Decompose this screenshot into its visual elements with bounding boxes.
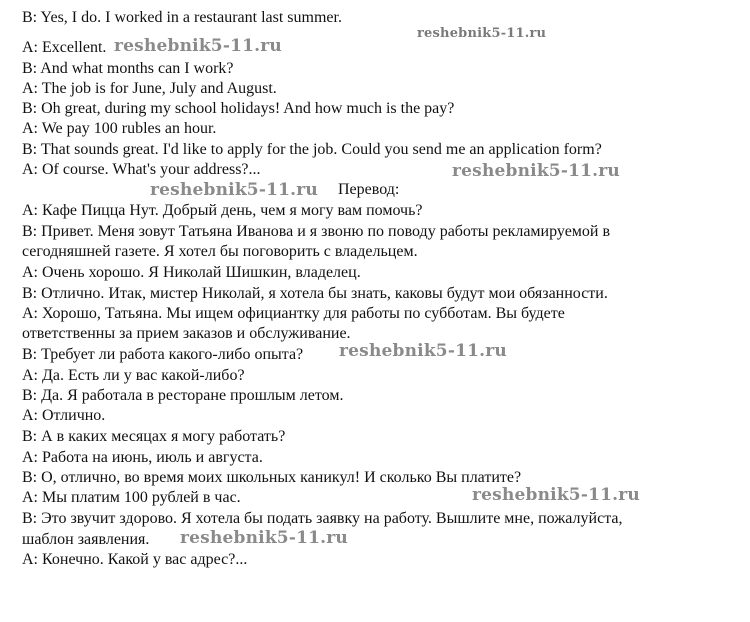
watermark: reshebnik5-11.ru xyxy=(472,485,640,505)
dialogue-line: B: Yes, I do. I worked in a restaurant last summer. xyxy=(22,9,342,26)
watermark: reshebnik5-11.ru xyxy=(339,341,507,361)
dialogue-line: A: Хорошо, Татьяна. Мы ищем официантку для работы по субботам. Вы будете xyxy=(22,305,565,322)
dialogue-line: B: That sounds great. I'd like to apply for the job. Could you send me an application form? xyxy=(22,141,602,158)
dialogue-line: B: Это звучит здорово. Я хотела бы подать заявку на работу. Вышлите мне, пожалуйста, xyxy=(22,510,623,527)
dialogue-line: A: Отлично. xyxy=(22,407,106,424)
dialogue-line: A: Конечно. Какой у вас адрес?... xyxy=(22,551,248,568)
watermark: reshebnik5-11.ru xyxy=(150,180,318,200)
dialogue-line: B: О, отлично, во время моих школьных каникул! И сколько Вы платите? xyxy=(22,469,522,486)
dialogue-line: A: Of course. What's your address?... xyxy=(22,161,261,178)
dialogue-line: A: Мы платим 100 рублей в час. xyxy=(22,489,241,506)
dialogue-line: A: We pay 100 rubles an hour. xyxy=(22,120,217,137)
dialogue-line: A: Да. Есть ли у вас какой-либо? xyxy=(22,367,245,384)
watermark: reshebnik5-11.ru xyxy=(180,528,348,548)
dialogue-line: B: And what months can I work? xyxy=(22,60,234,77)
watermark: reshebnik5-11.ru xyxy=(114,36,282,56)
watermark: reshebnik5-11.ru xyxy=(452,161,620,181)
dialogue-line: B: А в каких месяцах я могу работать? xyxy=(22,428,286,445)
dialogue-line: A: The job is for June, July and August. xyxy=(22,80,277,97)
dialogue-line: A: Excellent. xyxy=(22,39,107,56)
dialogue-line: ответственны за прием заказов и обслуживание. xyxy=(22,325,351,342)
dialogue-line: B: Oh great, during my school holidays! And how much is the pay? xyxy=(22,100,455,117)
dialogue-line: B: Привет. Меня зовут Татьяна Иванова и я звоню по поводу работы рекламируемой в xyxy=(22,223,611,240)
dialogue-line: A: Кафе Пицца Нут. Добрый день, чем я могу вам помочь? xyxy=(22,202,423,219)
dialogue-line: A: Работа на июнь, июль и августа. xyxy=(22,449,263,466)
dialogue-line: шаблон заявления. xyxy=(22,531,150,548)
translation-heading: Перевод: xyxy=(338,181,400,198)
dialogue-line: A: Очень хорошо. Я Николай Шишкин, владелец. xyxy=(22,264,361,281)
dialogue-line: B: Отлично. Итак, мистер Николай, я хотела бы знать, каковы будут мои обязанности. xyxy=(22,285,608,302)
watermark: reshebnik5-11.ru xyxy=(417,26,547,41)
dialogue-line: сегодняшней газете. Я хотел бы поговорить с владельцем. xyxy=(22,243,418,260)
dialogue-line: B: Требует ли работа какого-либо опыта? xyxy=(22,346,304,363)
dialogue-line: B: Да. Я работала в ресторане прошлым летом. xyxy=(22,387,344,404)
